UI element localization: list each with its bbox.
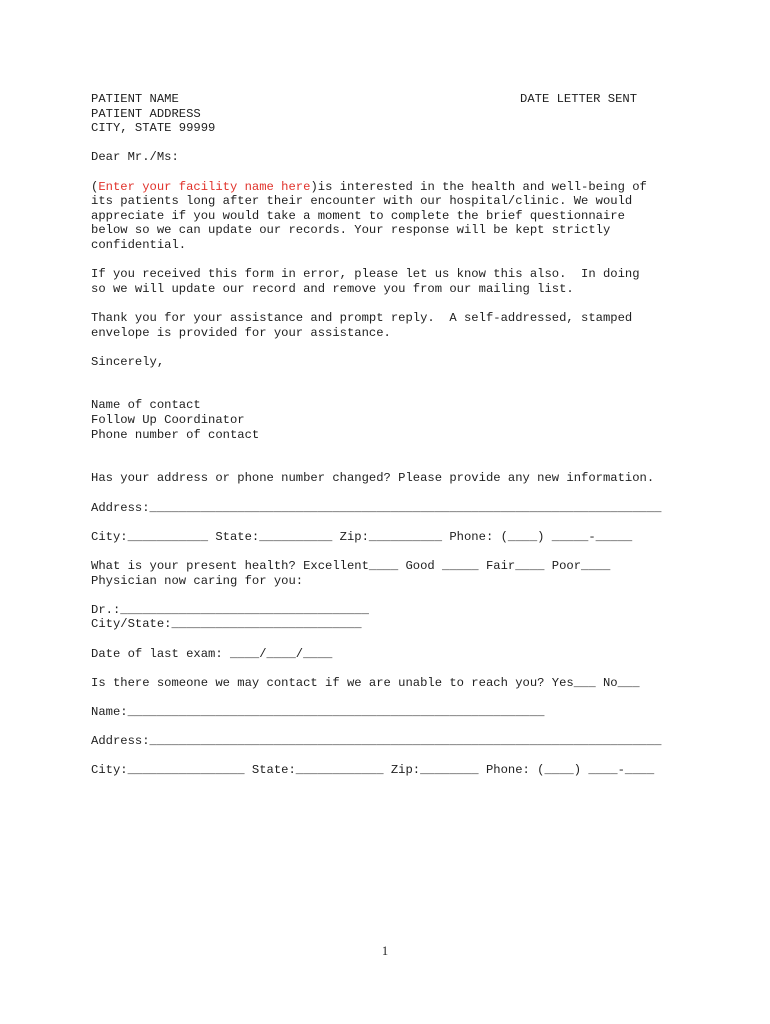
physician-label: Physician now caring for you: [91, 573, 304, 588]
patient-name: PATIENT NAME [91, 92, 179, 106]
spacer [91, 632, 691, 647]
spacer [91, 136, 691, 151]
intro-open-paren: ( [91, 179, 99, 194]
spacer [91, 253, 691, 268]
error-line-1: If you received this form in error, please let us know this also. In doing [91, 267, 640, 282]
intro-line-1-rest: )is interested in the health and well-being of [310, 179, 647, 194]
contact-name-field[interactable]: Name:_________________________________________________________ [91, 704, 545, 719]
contact-phone: Phone number of contact [91, 427, 260, 442]
letter-body [91, 92, 691, 778]
contact-city-state-zip-phone-field[interactable]: City:________________ State:____________ Zip:________ Phone: (____) ____-____ [91, 763, 655, 778]
error-line-2: so we will update our record and remove you from our mailing list. [91, 281, 574, 296]
present-health-question[interactable]: What is your present health? Excellent____ Good _____ Fair____ Poor____ [91, 559, 611, 573]
intro-line-1 [91, 180, 691, 195]
thanks-line-1: Thank you for your assistance and prompt reply. A self-addressed, stamped [91, 310, 633, 325]
date-letter-sent: DATE LETTER SENT [520, 92, 638, 106]
spacer [91, 296, 691, 311]
contact-title: Follow Up Coordinator [91, 413, 245, 428]
spacer [91, 442, 691, 457]
patient-address: PATIENT ADDRESS [91, 106, 201, 121]
spacer [91, 486, 691, 501]
error-paragraph [91, 267, 691, 296]
facility-name-placeholder: Enter your facility name here [98, 179, 311, 194]
header-row [91, 92, 691, 107]
spacer [91, 457, 691, 472]
spacer [91, 515, 691, 530]
spacer [91, 165, 691, 180]
spacer [91, 340, 691, 355]
doctor-city-state-field[interactable]: City/State:__________________________ [91, 617, 362, 632]
last-exam-date-field[interactable]: Date of last exam: ____/____/____ [91, 646, 333, 661]
doctor-field[interactable]: Dr.:__________________________________ [91, 602, 369, 617]
spacer [91, 720, 691, 735]
intro-line-5: confidential. [91, 237, 187, 252]
spacer [91, 690, 691, 705]
patient-city-state: CITY, STATE 99999 [91, 121, 216, 136]
spacer [91, 749, 691, 764]
contact-name: Name of contact [91, 398, 201, 413]
spacer [91, 661, 691, 676]
spacer [91, 384, 691, 399]
closing: Sincerely, [91, 354, 165, 369]
intro-paragraph [91, 180, 691, 253]
spacer [91, 544, 691, 559]
page-number: 1 [381, 944, 389, 958]
thanks-line-2: envelope is provided for your assistance. [91, 325, 391, 340]
spacer [91, 369, 691, 384]
thanks-paragraph [91, 311, 691, 340]
intro-line-3: appreciate if you would take a moment to complete the brief questionnaire [91, 208, 625, 223]
emergency-contact-question[interactable]: Is there someone we may contact if we are unable to reach you? Yes___ No___ [91, 675, 640, 690]
contact-address-field[interactable]: Address:______________________________________________________________________ [91, 734, 662, 749]
city-state-zip-phone-field[interactable]: City:___________ State:__________ Zip:__________ Phone: (____) _____-_____ [91, 529, 633, 544]
address-change-question: Has your address or phone number changed? Please provide any new information. [91, 471, 655, 486]
salutation: Dear Mr./Ms: [91, 150, 179, 165]
address-field[interactable]: Address:______________________________________________________________________ [91, 500, 662, 515]
spacer [91, 588, 691, 603]
intro-line-2: its patients long after their encounter with our hospital/clinic. We would [91, 194, 633, 209]
intro-line-4: below so we can update our records. Your response will be kept strictly [91, 223, 611, 238]
